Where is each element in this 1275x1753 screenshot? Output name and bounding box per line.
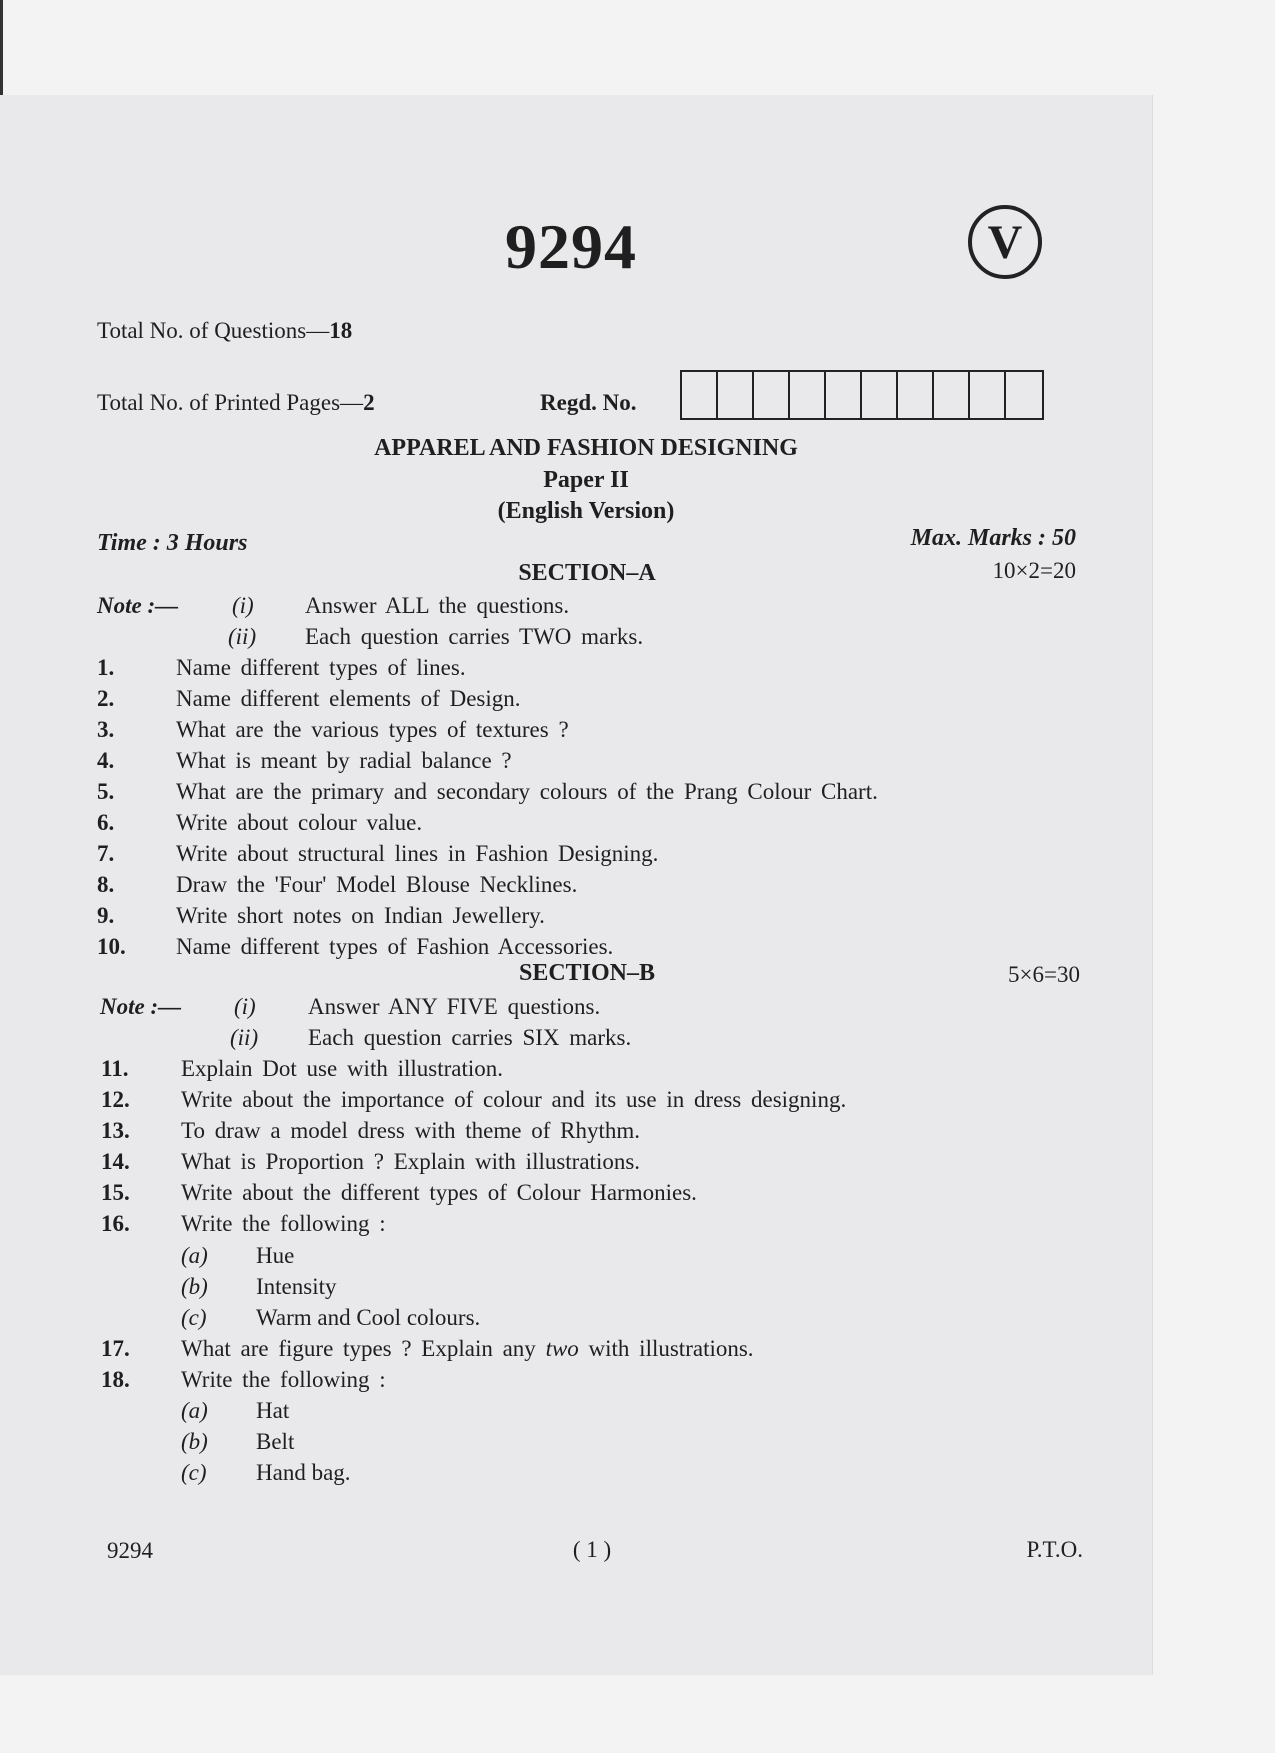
question-number: 8. [97, 872, 115, 897]
question-17-emphasis: two [545, 1336, 579, 1361]
subject-title: APPAREL AND FASHION DESIGNING [374, 435, 798, 461]
footer-paper-code: 9294 [107, 1538, 153, 1563]
question-text: Name different types of lines. [176, 655, 466, 680]
question-17-number: 17. [101, 1336, 130, 1361]
section-b-note-label: Note :— [100, 994, 182, 1019]
option-text: Intensity [256, 1274, 337, 1299]
version-circle-icon [968, 205, 1042, 279]
regd-number-box[interactable] [718, 372, 754, 418]
total-questions-label: Total No. of Questions— [97, 318, 330, 343]
question-text: What is meant by radial balance ? [176, 748, 512, 773]
question-18-number: 18. [101, 1367, 130, 1392]
section-a-marks: 10×2=20 [992, 558, 1076, 583]
regd-number-box[interactable] [826, 372, 862, 418]
question-number: 7. [97, 841, 115, 866]
question-number: 16. [101, 1211, 130, 1236]
question-number: 10. [97, 934, 126, 959]
question-17-text [181, 1336, 754, 1362]
version-mark: V [987, 215, 1023, 269]
section-a-note-1: Answer ALL the questions. [305, 593, 570, 618]
question-18-text: Write the following : [181, 1367, 386, 1392]
section-b-note-1-roman: (i) [234, 994, 256, 1019]
option-label: (a) [181, 1398, 208, 1423]
question-number: 13. [101, 1118, 130, 1143]
question-17-text-before: What are figure types ? Explain any [181, 1336, 546, 1361]
question-text: Explain Dot use with illustration. [181, 1056, 503, 1081]
section-b-marks: 5×6=30 [1008, 962, 1080, 987]
question-number: 9. [97, 903, 115, 928]
option-text: Hue [256, 1243, 295, 1268]
option-label: (b) [181, 1274, 208, 1299]
regd-number-box[interactable] [862, 372, 898, 418]
section-a-note-2: Each question carries TWO marks. [305, 624, 644, 649]
question-number: 14. [101, 1149, 130, 1174]
regd-number-box[interactable] [970, 372, 1006, 418]
max-marks: Max. Marks : 50 [910, 525, 1076, 551]
question-number: 2. [97, 686, 115, 711]
question-number: 5. [97, 779, 115, 804]
question-text: To draw a model dress with theme of Rhythm. [181, 1118, 641, 1143]
option-label: (b) [181, 1429, 208, 1454]
option-label: (a) [181, 1243, 208, 1268]
regd-number-boxes[interactable] [680, 370, 1044, 420]
section-b-note-1: Answer ANY FIVE questions. [308, 994, 601, 1019]
option-text: Belt [256, 1429, 295, 1454]
section-b-note-2-roman: (ii) [230, 1025, 259, 1050]
paper-code: 9294 [505, 211, 637, 282]
section-a-note-label: Note :— [97, 593, 179, 618]
regd-number-box[interactable] [1006, 372, 1042, 418]
regd-label: Regd. No. [540, 390, 637, 415]
section-b-title: SECTION–B [518, 960, 656, 986]
question-text: Write about the importance of colour and its use in dress designing. [181, 1087, 847, 1112]
option-text: Hand bag. [256, 1460, 351, 1485]
question-17-text-after: with illustrations. [578, 1336, 754, 1361]
question-number: 12. [101, 1087, 130, 1112]
question-text: What is Proportion ? Explain with illustrations. [181, 1149, 641, 1174]
question-text: Write the following : [181, 1211, 386, 1236]
option-label: (c) [181, 1460, 207, 1485]
section-a-title: SECTION–A [518, 560, 656, 586]
question-text: Name different types of Fashion Accessories. [176, 934, 614, 959]
regd-number-box[interactable] [790, 372, 826, 418]
footer-pto: P.T.O. [1026, 1537, 1083, 1562]
question-text: Write about structural lines in Fashion Designing. [176, 841, 659, 866]
question-number: 11. [101, 1056, 129, 1081]
total-pages-line [97, 390, 375, 416]
paper-number: Paper II [543, 467, 629, 493]
option-text: Hat [256, 1398, 290, 1423]
paper-language: (English Version) [497, 498, 675, 524]
question-text: What are the various types of textures ? [176, 717, 569, 742]
option-text: Warm and Cool colours. [256, 1305, 481, 1330]
option-label: (c) [181, 1305, 207, 1330]
regd-number-box[interactable] [682, 372, 718, 418]
question-text: Write short notes on Indian Jewellery. [176, 903, 545, 928]
question-text: Write about the different types of Colour Harmonies. [181, 1180, 697, 1205]
regd-number-box[interactable] [754, 372, 790, 418]
section-a-note-1-roman: (i) [232, 593, 254, 618]
total-pages-value: 2 [363, 390, 375, 415]
question-text: Draw the 'Four' Model Blouse Necklines. [176, 872, 578, 897]
question-number: 3. [97, 717, 115, 742]
question-text: Name different elements of Design. [176, 686, 521, 711]
question-text: What are the primary and secondary colours of the Prang Colour Chart. [176, 779, 878, 804]
regd-number-box[interactable] [898, 372, 934, 418]
regd-number-box[interactable] [934, 372, 970, 418]
total-questions-line [97, 318, 352, 344]
question-number: 15. [101, 1180, 130, 1205]
scan-edge-line [0, 0, 3, 110]
time-allowed: Time : 3 Hours [97, 530, 248, 556]
question-text: Write about colour value. [176, 810, 423, 835]
question-number: 1. [97, 655, 115, 680]
footer-page-number: ( 1 ) [572, 1537, 612, 1562]
section-b-note-2: Each question carries SIX marks. [308, 1025, 632, 1050]
section-a-note-2-roman: (ii) [228, 624, 257, 649]
total-pages-label: Total No. of Printed Pages— [97, 390, 364, 415]
question-number: 4. [97, 748, 115, 773]
total-questions-value: 18 [329, 318, 353, 343]
question-number: 6. [97, 810, 115, 835]
